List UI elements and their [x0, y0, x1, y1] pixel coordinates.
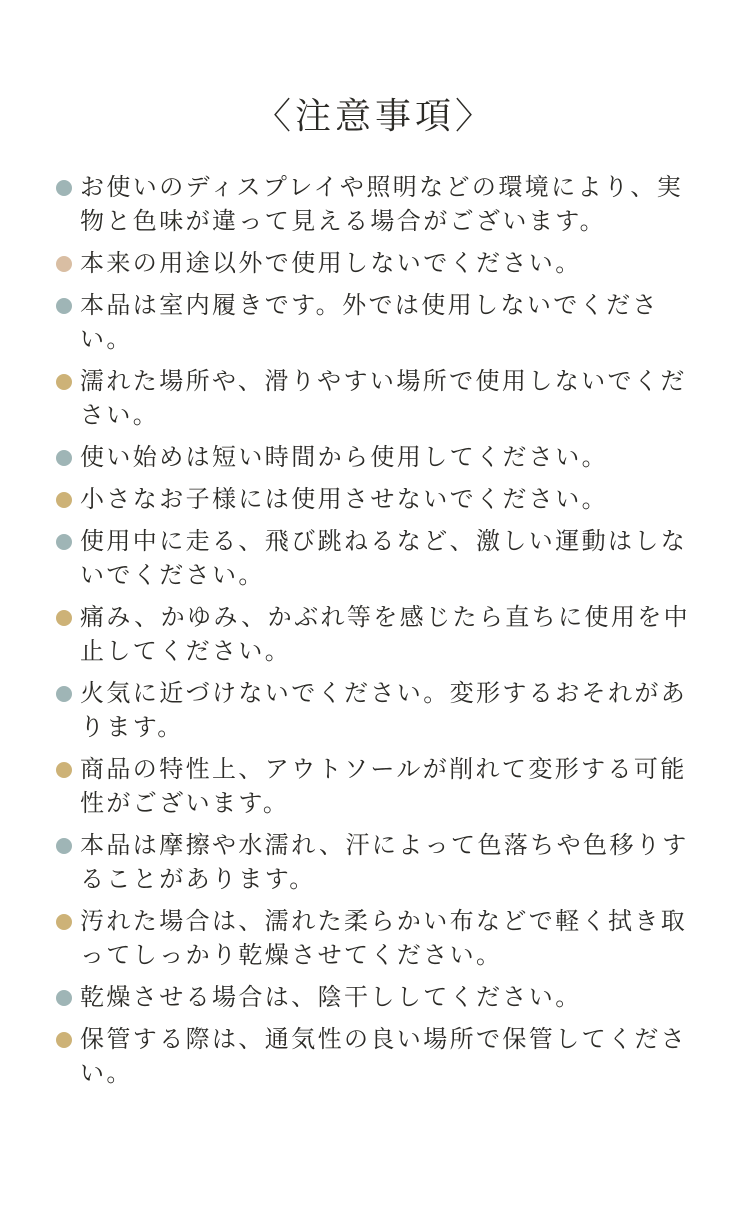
bullet-icon: [56, 838, 72, 854]
bullet-icon: [56, 762, 72, 778]
list-item: [56, 676, 696, 744]
item-text: 濡れた場所や、滑りやすい場所で使用しないでください。: [80, 367, 687, 429]
list-item: [56, 600, 696, 668]
item-text: 本品は摩擦や水濡れ、汗によって色落ちや色移りすることがあります。: [80, 831, 689, 893]
caution-list: [56, 170, 696, 1098]
bullet-icon: [56, 298, 72, 314]
bullet-icon: [56, 1032, 72, 1048]
bullet-icon: [56, 256, 72, 272]
list-item: [56, 1022, 696, 1090]
bullet-icon: [56, 534, 72, 550]
bullet-icon: [56, 610, 72, 626]
item-text: 痛み、かゆみ、かぶれ等を感じたら直ちに使用を中止してください。: [80, 603, 691, 665]
bullet-icon: [56, 374, 72, 390]
list-item: [56, 482, 696, 516]
bullet-icon: [56, 492, 72, 508]
list-item: [56, 288, 696, 356]
item-text: 火気に近づけないでください。変形するおそれがあります。: [80, 679, 688, 741]
item-text: 本品は室内履きです。外では使用しないでください。: [80, 291, 659, 353]
bullet-icon: [56, 914, 72, 930]
list-item: [56, 980, 696, 1014]
item-text: 本来の用途以外で使用しないでください。: [80, 249, 582, 277]
item-text: 小さなお子様には使用させないでください。: [80, 485, 608, 513]
item-text: 使用中に走る、飛び跳ねるなど、激しい運動はしないでください。: [80, 527, 688, 589]
list-item: [56, 752, 696, 820]
item-text: 使い始めは短い時間から使用してください。: [80, 443, 608, 471]
page-title: 〈注意事項〉: [254, 96, 495, 137]
item-text: 汚れた場合は、濡れた柔らかい布などで軽く拭き取ってしっかり乾燥させてください。: [80, 907, 688, 969]
item-text: 保管する際は、通気性の良い場所で保管してください。: [80, 1025, 688, 1087]
list-item: [56, 440, 696, 474]
list-item: [56, 524, 696, 592]
bullet-icon: [56, 990, 72, 1006]
bullet-icon: [56, 686, 72, 702]
bullet-icon: [56, 180, 72, 196]
list-item: [56, 828, 696, 896]
list-item: [56, 170, 696, 238]
item-text: お使いのディスプレイや照明などの環境により、実物と色味が違って見える場合がございます。: [80, 173, 684, 235]
list-item: [56, 364, 696, 432]
item-text: 乾燥させる場合は、陰干ししてください。: [80, 983, 582, 1011]
bullet-icon: [56, 450, 72, 466]
item-text: 商品の特性上、アウトソールが削れて変形する可能性がございます。: [80, 755, 687, 817]
list-item: [56, 904, 696, 972]
list-item: [56, 246, 696, 280]
